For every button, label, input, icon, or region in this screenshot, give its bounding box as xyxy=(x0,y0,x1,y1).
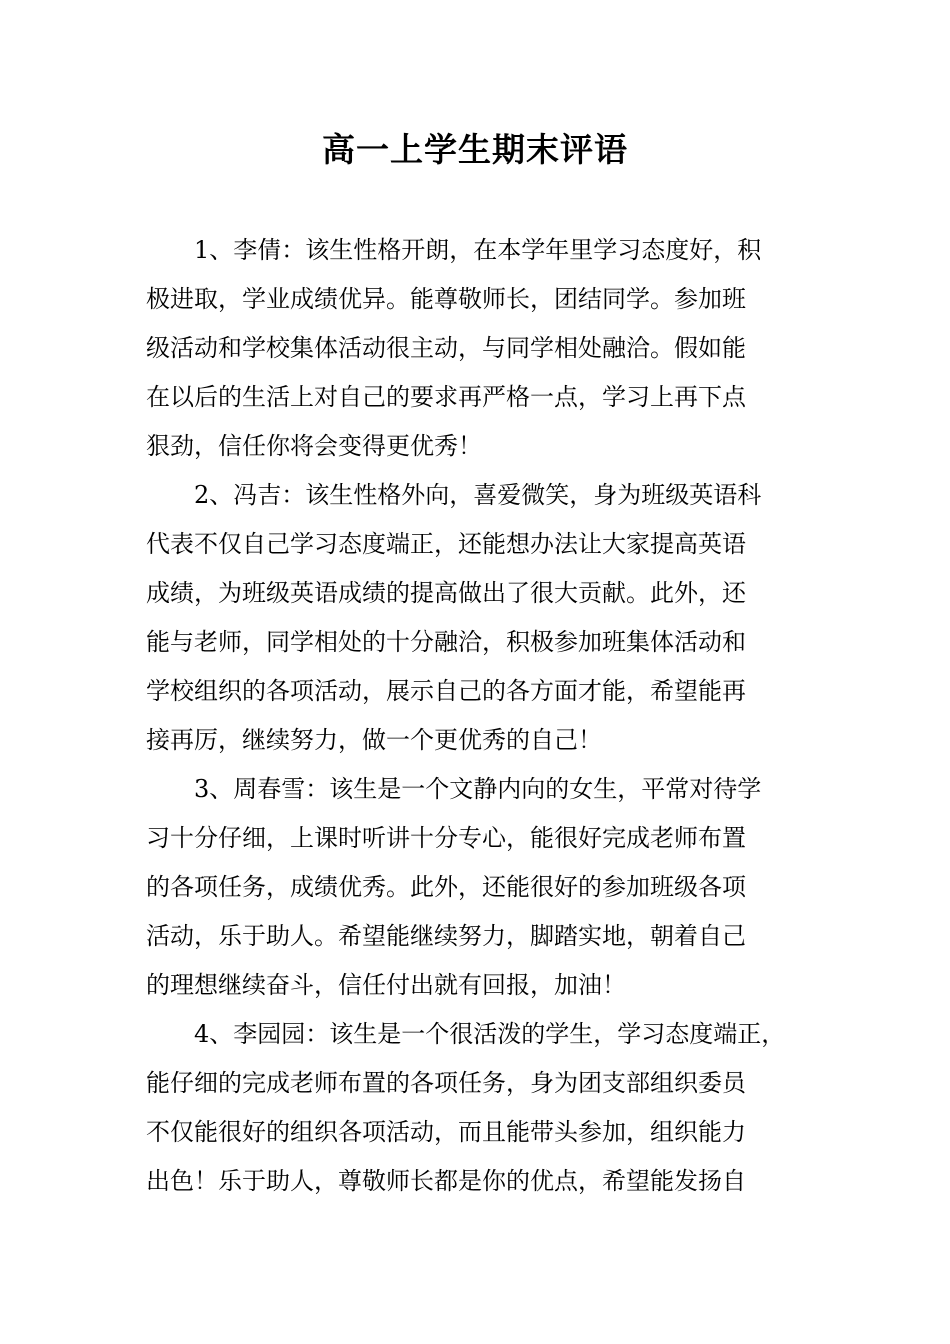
paragraph-2-line-2: 代表不仅自己学习态度端正，还能想办法让大家提高英语 xyxy=(146,530,746,558)
paragraph-2-line-5: 学校组织的各项活动，展示自己的各方面才能，希望能再 xyxy=(146,677,746,705)
paragraph-1-line-2: 极进取，学业成绩优异。能尊敬师长，团结同学。参加班 xyxy=(146,285,746,313)
paragraph-4-line-4: 出色！乐于助人，尊敬师长都是你的优点，希望能发扬自 xyxy=(146,1167,746,1195)
paragraph-3-line-3: 的各项任务，成绩优秀。此外，还能很好的参加班级各项 xyxy=(146,873,746,901)
paragraph-1-line-4: 在以后的生活上对自己的要求再严格一点，学习上再下点 xyxy=(146,383,746,411)
paragraph-4-line-3: 不仅能很好的组织各项活动，而且能带头参加，组织能力 xyxy=(146,1118,746,1146)
paragraph-2-line-4: 能与老师，同学相处的十分融洽，积极参加班集体活动和 xyxy=(146,628,746,656)
document-title: 高一上学生期末评语 xyxy=(322,130,628,169)
paragraph-2-line-6: 接再厉，继续努力，做一个更优秀的自己！ xyxy=(146,726,602,754)
paragraph-3-line-4: 活动，乐于助人。希望能继续努力，脚踏实地，朝着自己 xyxy=(146,922,746,950)
paragraph-4-line-1: 4、李园园：该生是一个很活泼的学生，学习态度端正， xyxy=(194,1020,786,1048)
paragraph-2-line-1: 2、冯吉：该生性格外向，喜爱微笑，身为班级英语科 xyxy=(194,481,762,509)
paragraph-3-line-2: 习十分仔细，上课时听讲十分专心，能很好完成老师布置 xyxy=(146,824,746,852)
paragraph-1-line-5: 狠劲，信任你将会变得更优秀！ xyxy=(146,432,482,460)
paragraph-1-line-3: 级活动和学校集体活动很主动，与同学相处融洽。假如能 xyxy=(146,334,746,362)
paragraph-3-line-1: 3、周春雪：该生是一个文静内向的女生，平常对待学 xyxy=(194,775,762,803)
paragraph-2-line-3: 成绩，为班级英语成绩的提高做出了很大贡献。此外，还 xyxy=(146,579,746,607)
paragraph-3-line-5: 的理想继续奋斗，信任付出就有回报，加油！ xyxy=(146,971,626,999)
paragraph-1-line-1: 1、李倩：该生性格开朗，在本学年里学习态度好，积 xyxy=(194,236,762,264)
paragraph-4-line-2: 能仔细的完成老师布置的各项任务，身为团支部组织委员 xyxy=(146,1069,746,1097)
document-body xyxy=(146,226,811,1206)
